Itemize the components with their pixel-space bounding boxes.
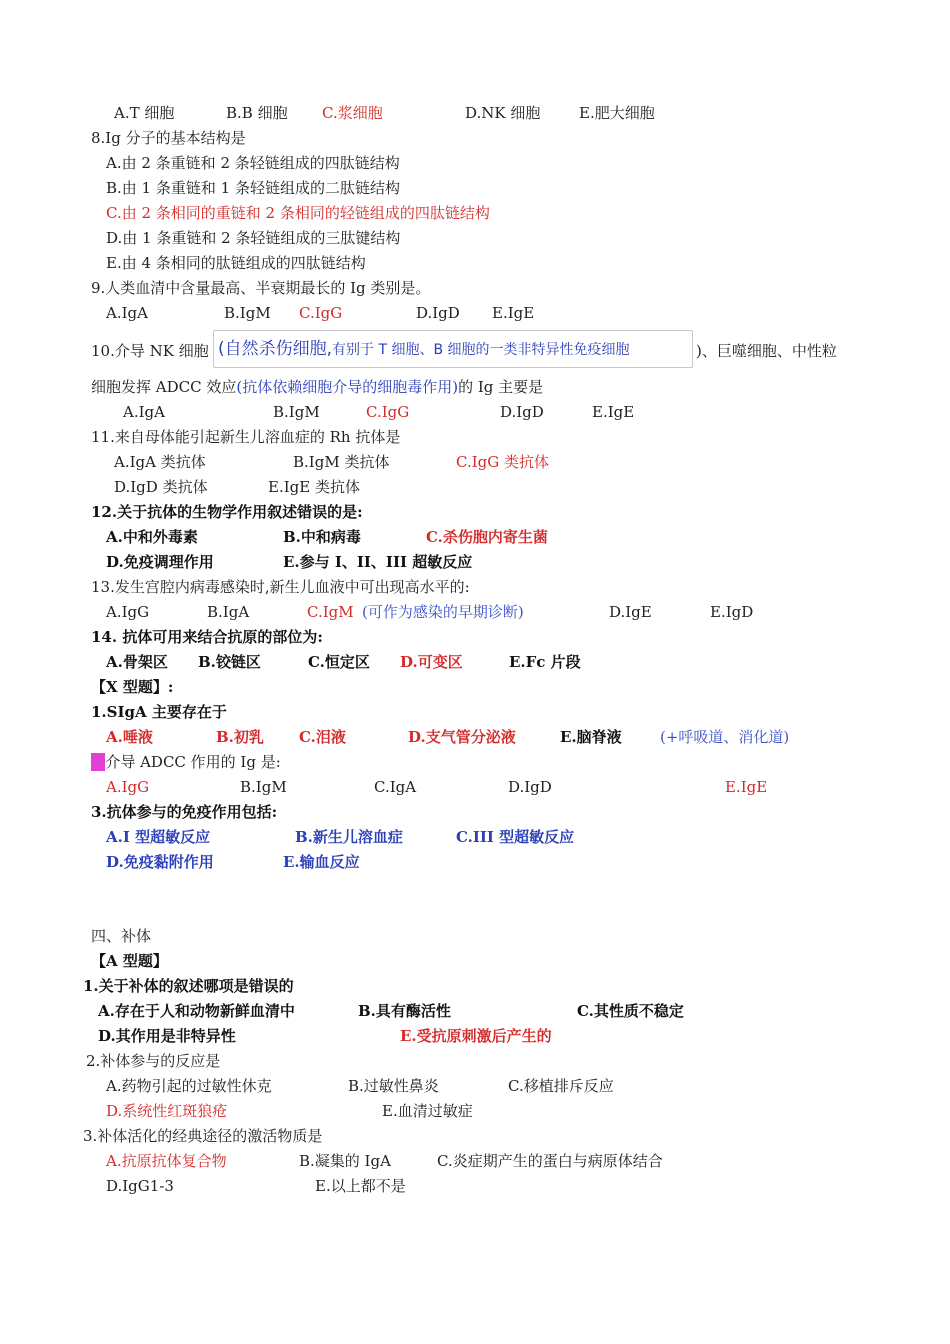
x1-option-c: C.泪液 (299, 728, 346, 746)
x3-option-a: A.I 型超敏反应 (106, 828, 211, 846)
x2-option-b: B.IgM (240, 778, 287, 796)
c2-option-d: D.系统性红斑狼疮 (106, 1102, 228, 1120)
x2-stem-line (91, 752, 281, 772)
q12-option-d: D.免疫调理作用 (106, 553, 214, 571)
q10-annotation-box (213, 330, 693, 368)
c3-option-d: D.IgG1-3 (106, 1177, 174, 1195)
c3-option-b: B.凝集的 IgA (299, 1152, 391, 1170)
q8-option-a: A.由 2 条重链和 2 条轻链组成的四肽链结构 (106, 154, 400, 172)
q8-option-b: B.由 1 条重链和 1 条轻链组成的二肽链结构 (106, 179, 400, 197)
q10-annotation-text: 有别于 T 细胞、B 细胞的一类非特异性免疫细胞 (332, 342, 630, 358)
q10-line2 (91, 377, 543, 397)
c1-stem: 1.关于补体的叙述哪项是错误的 (83, 977, 294, 995)
q12-option-a: A.中和外毒素 (106, 528, 198, 546)
q9-option-e: E.IgE (492, 304, 535, 322)
q10-option-c: C.IgG (366, 403, 410, 421)
q11-stem: 11.来自母体能引起新生儿溶血症的 Rh 抗体是 (91, 428, 401, 446)
c2-stem: 2.补体参与的反应是 (86, 1052, 221, 1070)
q9-option-c: C.IgG (299, 304, 343, 322)
c3-option-c: C.炎症期产生的蛋白与病原体结合 (437, 1152, 663, 1170)
q8-option-c: C.由 2 条相同的重链和 2 条相同的轻链组成的四肽链结构 (106, 204, 490, 222)
q7-option-d: D.NK 细胞 (465, 104, 541, 122)
q9-option-b: B.IgM (224, 304, 271, 322)
q13-option-b: B.IgA (207, 603, 250, 621)
q10-line2-pre: 细胞发挥 ADCC 效应 (91, 378, 237, 396)
q9-stem: 9.人类血清中含量最高、半衰期最长的 Ig 类别是。 (91, 279, 431, 297)
c2-option-c: C.移植排斥反应 (508, 1077, 614, 1095)
c1-option-a: A.存在于人和动物新鲜血清中 (98, 1002, 295, 1020)
q8-option-d: D.由 1 条重链和 2 条轻链组成的三肽键结构 (106, 229, 401, 247)
x1-option-e: E.脑脊液 (560, 728, 622, 746)
q10-stem-pre: 10.介导 NK 细胞 (91, 342, 209, 360)
q7-option-b: B.B 细胞 (226, 104, 288, 122)
x1-option-b: B.初乳 (216, 728, 264, 746)
q13-option-c: C.IgM (307, 603, 354, 621)
c3-stem: 3.补体活化的经典途径的激活物质是 (83, 1127, 323, 1145)
q10-option-e: E.IgE (592, 403, 635, 421)
x1-option-a: A.唾液 (106, 728, 153, 746)
x2-number-highlight: 2. (91, 753, 106, 771)
x2-stem: 介导 ADCC 作用的 Ig 是: (105, 753, 281, 771)
x3-option-d: D.免疫黏附作用 (106, 853, 214, 871)
x1-option-d: D.支气管分泌液 (408, 728, 516, 746)
q12-stem: 12.关于抗体的生物学作用叙述错误的是: (91, 503, 363, 521)
c3-option-e: E.以上都不是 (315, 1177, 406, 1195)
c2-option-b: B.过敏性鼻炎 (348, 1077, 439, 1095)
x2-option-a: A.IgG (106, 778, 150, 796)
q9-option-a: A.IgA (106, 304, 148, 322)
c1-option-d: D.其作用是非特异性 (98, 1027, 236, 1045)
x3-option-b: B.新生儿溶血症 (295, 828, 403, 846)
x3-option-c: C.III 型超敏反应 (456, 828, 575, 846)
c2-option-a: A.药物引起的过敏性休克 (106, 1077, 272, 1095)
q11-option-b: B.IgM 类抗体 (293, 453, 390, 471)
q10-line2-post: 的 Ig 主要是 (458, 378, 544, 396)
q12-option-b: B.中和病毒 (283, 528, 361, 546)
q10-option-d: D.IgD (500, 403, 544, 421)
x1-note: (+呼吸道、消化道) (660, 728, 790, 746)
x1-stem: 1.SIgA 主要存在于 (91, 703, 227, 721)
q8-option-e: E.由 4 条相同的肽链组成的四肽链结构 (106, 254, 366, 272)
q14-option-c: C.恒定区 (308, 653, 370, 671)
c1-option-c: C.其性质不稳定 (577, 1002, 684, 1020)
q10-line2-note: (抗体依赖细胞介导的细胞毒作用) (236, 378, 459, 396)
a-type-heading: 【A 型题】 (91, 952, 168, 970)
q14-option-a: A.骨架区 (106, 653, 168, 671)
q12-option-e: E.参与 I、II、III 超敏反应 (283, 553, 473, 571)
c2-option-e: E.血清过敏症 (382, 1102, 473, 1120)
x-type-heading: 【X 型题】: (91, 678, 174, 696)
q7-option-a: A.T 细胞 (114, 104, 175, 122)
q7-option-e: E.肥大细胞 (579, 104, 655, 122)
q14-option-d: D.可变区 (400, 653, 463, 671)
c1-option-b: B.具有酶活性 (358, 1002, 451, 1020)
c3-option-a: A.抗原抗体复合物 (106, 1152, 227, 1170)
section-title: 四、补体 (91, 927, 152, 945)
q10-option-b: B.IgM (273, 403, 320, 421)
q13-option-d: D.IgE (609, 603, 652, 621)
q10-option-a: A.IgA (123, 403, 165, 421)
x3-option-e: E.输血反应 (283, 853, 360, 871)
x2-option-e: E.IgE (725, 778, 768, 796)
q14-option-b: B.铰链区 (198, 653, 261, 671)
q10-stem-post: )、巨噬细胞、中性粒 (696, 342, 837, 360)
c1-option-e: E.受抗原刺激后产生的 (400, 1027, 552, 1045)
q9-option-d: D.IgD (416, 304, 460, 322)
q10-annotation-title: (自然杀伤细胞, (218, 339, 333, 359)
x2-option-d: D.IgD (508, 778, 552, 796)
q14-option-e: E.Fc 片段 (509, 653, 581, 671)
q11-option-e: E.IgE 类抗体 (268, 478, 360, 496)
q8-stem: 8.Ig 分子的基本结构是 (91, 129, 246, 147)
q12-option-c: C.杀伤胞内寄生菌 (426, 528, 548, 546)
q13-note: (可作为感染的早期诊断) (362, 603, 524, 621)
q13-option-a: A.IgG (106, 603, 150, 621)
x2-option-c: C.IgA (374, 778, 417, 796)
q7-option-c: C.浆细胞 (322, 104, 383, 122)
q11-option-d: D.IgD 类抗体 (114, 478, 208, 496)
q11-option-a: A.IgA 类抗体 (114, 453, 206, 471)
q14-stem: 14. 抗体可用来结合抗原的部位为: (91, 628, 323, 646)
q11-option-c: C.IgG 类抗体 (456, 453, 549, 471)
x3-stem: 3.抗体参与的免疫作用包括: (91, 803, 278, 821)
q13-stem: 13.发生宫腔内病毒感染时,新生儿血液中可出现高水平的: (91, 578, 470, 596)
q13-option-e: E.IgD (710, 603, 754, 621)
